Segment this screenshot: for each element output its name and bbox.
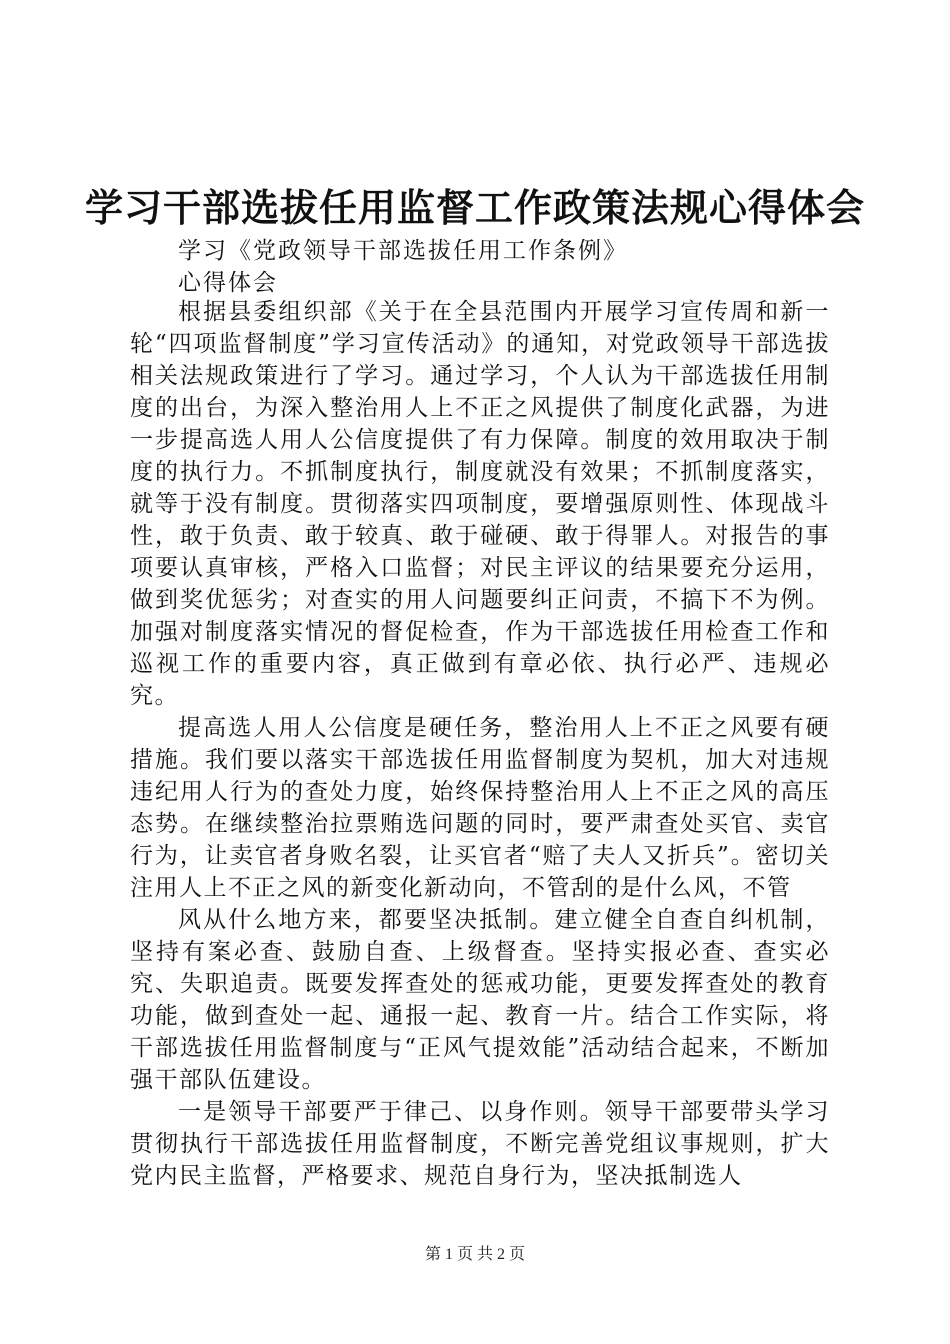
paragraph-2: 提高选人用人公信度是硬任务，整治用人上不正之风要有硬措施。我们要以落实干部选拔任用监督制度为契机，加大对违规违纪用人行为的查处力度，始终保持整治用人上不正之风的高压态势。在继续整治拉票贿选问题的同时，要严肃查处买官、卖官行为，让卖官者身败名裂，让买官者“赔了夫人又折兵”。密切关注用人上不正之风的新变化新动向，不管刮的是什么风，不管 — [130, 715, 830, 901]
paragraph-4: 一是领导干部要严于律己、以身作则。领导干部要带头学习贯彻执行干部选拔任用监督制度，不断完善党组议事规则，扩大党内民主监督，严格要求、规范自身行为，坚决抵制选人 — [130, 1099, 830, 1189]
subtitle-line-2: 心得体会 — [178, 270, 278, 296]
paragraph-1: 根据县委组织部《关于在全县范围内开展学习宣传周和新一轮“四项监督制度”学习宣传活动》的通知，对党政领导干部选拔相关法规政策进行了学习。通过学习，个人认为干部选拔任用制度的出台，为深入整治用人上不正之风提供了制度化武器，为进一步提高选人用人公信度提供了有力保障。制度的效用取决于制度的执行力。不抓制度执行，制度就没有效果；不抓制度落实，就等于没有制度。贯彻落实四项制度，要增强原则性、体现战斗性，敢于负责、敢于较真、敢于碰硬、敢于得罪人。对报告的事项要认真审核，严格入口监督；对民主评议的结果要充分运用，做到奖优惩劣；对查实的用人问题要纠正问责，不搞下不为例。加强对制度落实情况的督促检查，作为干部选拔任用检查工作和巡视工作的重要内容，真正做到有章必依、执行必严、违规必究。 — [130, 299, 830, 709]
document-body — [130, 296, 830, 1192]
document-title: 学习干部选拔任用监督工作政策法规心得体会 — [84, 185, 865, 230]
page-footer: 第 1 页 共 2 页 — [424, 1246, 525, 1263]
paragraph-3: 风从什么地方来，都要坚决抵制。建立健全自查自纠机制，坚持有案必查、鼓励自查、上级督查。坚持实报必查、查实必究、失职追责。既要发挥查处的惩戒功能，更要发挥查处的教育功能，做到查处一起、通报一起、教育一片。结合工作实际，将干部选拔任用监督制度与“正风气提效能”活动结合起来，不断加强干部队伍建设。 — [130, 907, 830, 1093]
subtitle-line-1: 学习《党政领导干部选拔任用工作条例》 — [178, 238, 628, 264]
